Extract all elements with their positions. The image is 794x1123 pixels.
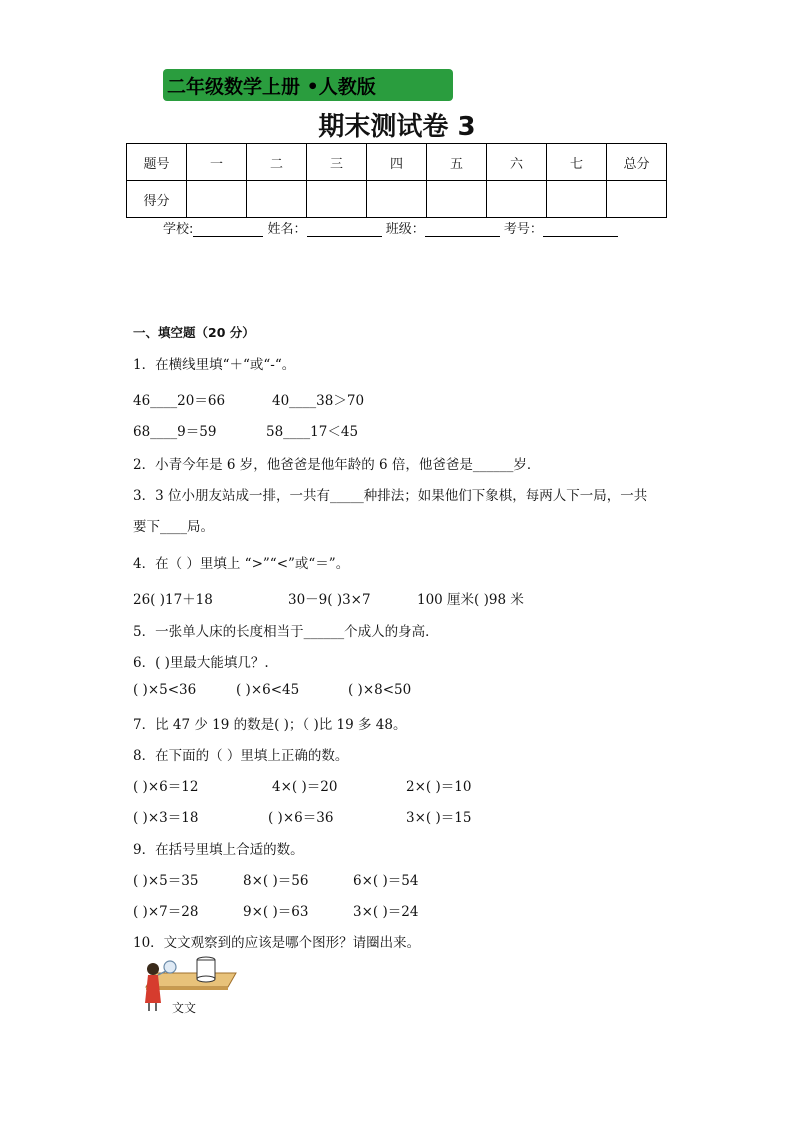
q8-item: 3×( )＝15: [406, 810, 472, 826]
score-cell[interactable]: [607, 181, 667, 218]
q1-item: 46____20＝66: [133, 393, 226, 409]
q8-item: ( )×6＝36: [268, 810, 334, 826]
figure-label: 文文: [172, 1001, 197, 1015]
table-cell: 二: [247, 144, 307, 181]
score-cell[interactable]: [247, 181, 307, 218]
q9-item: 6×( )＝54: [353, 873, 419, 889]
q1-item: 58____17＜45: [266, 424, 359, 440]
q8-item: ( )×6＝12: [133, 779, 199, 795]
q1-item: 68____9＝59: [133, 424, 217, 440]
question-4: 4．在（ ）里填上 “>”“<”或“＝”。: [133, 556, 350, 572]
table-cell: 总分: [607, 144, 667, 181]
score-table: [126, 143, 667, 218]
section-heading: 一、填空题（20 分）: [133, 325, 255, 340]
table-cell: 一: [187, 144, 247, 181]
question-3-line2: 要下____局。: [133, 519, 214, 535]
q8-item: 2×( )＝10: [406, 779, 472, 795]
q4-item: 26( )17＋18: [133, 592, 213, 608]
banner-text: 二年级数学上册 •人教版: [167, 76, 376, 98]
q9-item: 3×( )＝24: [353, 904, 419, 920]
question-2: 2．小青今年是 6 岁，他爸爸是他年龄的 6 倍，他爸爸是______岁．: [133, 457, 541, 473]
score-table-header-row: [127, 144, 667, 181]
question-5: 5．一张单人床的长度相当于______个成人的身高．: [133, 624, 439, 640]
school-blank[interactable]: [193, 222, 263, 237]
score-cell[interactable]: [367, 181, 427, 218]
number-blank[interactable]: [543, 222, 618, 237]
q8-item: ( )×3＝18: [133, 810, 199, 826]
class-label: 班级：: [385, 222, 425, 237]
number-label: 考号：: [503, 222, 543, 237]
q9-item: 9×( )＝63: [243, 904, 309, 920]
question-3-line1: 3．3 位小朋友站成一排，一共有_____种排法；如果他们下象棋，每两人下一局，一共: [133, 488, 648, 504]
q9-item: ( )×5＝35: [133, 873, 199, 889]
q4-item: 100 厘米( )98 米: [417, 592, 524, 608]
q9-item: ( )×7＝28: [133, 904, 199, 920]
score-cell[interactable]: [187, 181, 247, 218]
score-cell[interactable]: [547, 181, 607, 218]
observation-figure: [136, 953, 240, 1015]
school-label: 学校:: [163, 222, 194, 237]
q6-item: ( )×6<45: [236, 682, 300, 698]
score-table-score-row: [127, 181, 667, 218]
name-blank[interactable]: [307, 222, 382, 237]
q9-item: 8×( )＝56: [243, 873, 309, 889]
q6-item: ( )×8<50: [348, 682, 412, 698]
page-title: 期末测试卷 3: [318, 112, 476, 142]
q6-item: ( )×5<36: [133, 682, 197, 698]
question-10: 10．文文观察到的应该是哪个图形？请圈出来。: [133, 935, 421, 951]
question-6: 6．( )里最大能填几？.: [133, 655, 269, 671]
score-cell[interactable]: [487, 181, 547, 218]
score-cell[interactable]: [307, 181, 367, 218]
name-label: 姓名：: [267, 222, 307, 237]
class-blank[interactable]: [425, 222, 500, 237]
table-cell: 三: [307, 144, 367, 181]
q1-item: 40____38＞70: [272, 393, 365, 409]
header-banner: [163, 69, 453, 101]
score-cell[interactable]: [427, 181, 487, 218]
table-cell: 七: [547, 144, 607, 181]
question-8: 8．在下面的（ ）里填上正确的数。: [133, 748, 349, 764]
table-cell: 六: [487, 144, 547, 181]
table-cell: 得分: [127, 181, 187, 218]
table-cell: 四: [367, 144, 427, 181]
question-9: 9．在括号里填上合适的数。: [133, 842, 304, 858]
q8-item: 4×( )＝20: [272, 779, 338, 795]
table-cell: 五: [427, 144, 487, 181]
question-7: 7．比 47 少 19 的数是( )；（ )比 19 多 48。: [133, 717, 407, 733]
question-1: 1．在横线里填“＋“或“-“。: [133, 357, 296, 373]
table-cell: 题号: [127, 144, 187, 181]
student-info: [163, 218, 618, 237]
q4-item: 30－9( )3×7: [288, 592, 371, 608]
